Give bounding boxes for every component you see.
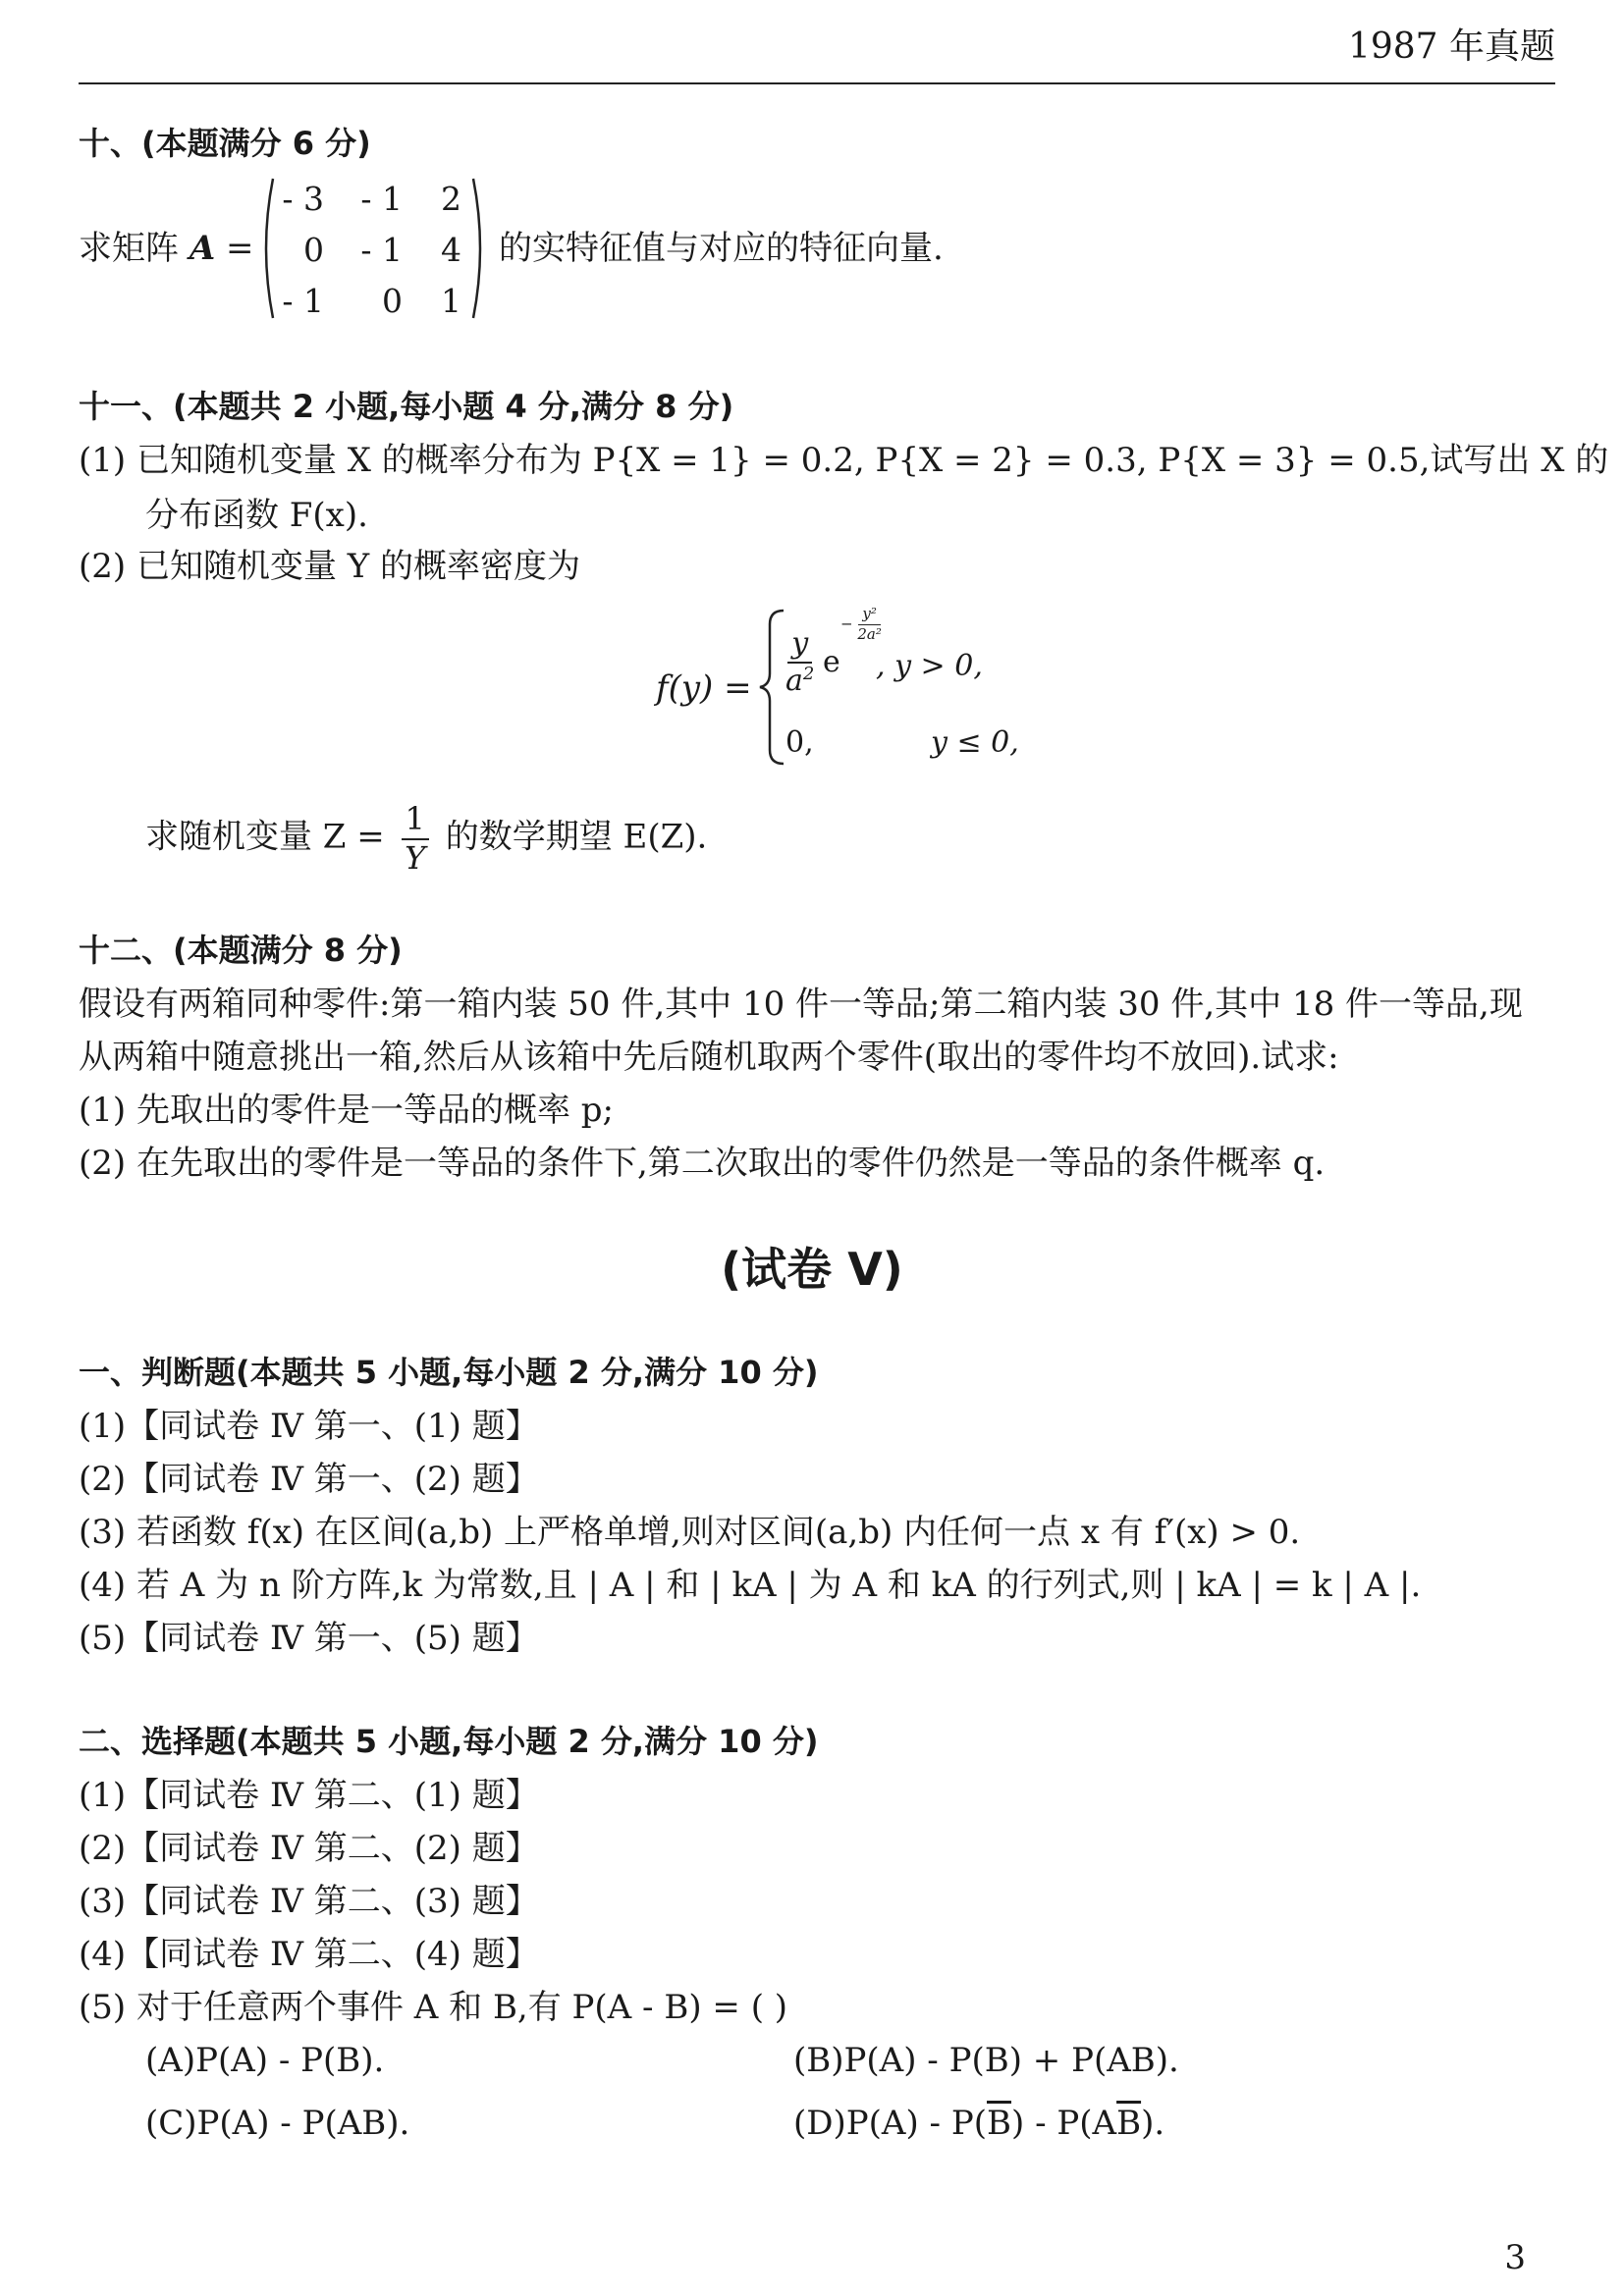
running-header: 1987 年真题 [1347,27,1555,67]
option-B: (B)P(A) - P(B) + P(AB). [793,2041,1179,2080]
q11-p1-line1: (1) 已知随机变量 X 的概率分布为 P{X = 1} = 0.2, P{X = 2} = 0.3, P{X = 3} = 0.5,试写出 X 的 [79,441,1609,480]
part1-item: (4) 若 A 为 n 阶方阵,k 为常数,且 | A | 和 | kA | 为 A 和 kA 的行列式,则 | kA | = k | A |. [79,1566,1422,1605]
ask-den: Y [405,838,426,877]
matrix-cell: 0 [303,231,324,269]
complement-B: $\overline{B}$ [1116,2104,1142,2143]
part1-heading: 一、判断题(本题共 5 小题,每小题 2 分,满分 10 分) [79,1354,819,1391]
part2-item: (3)【同试卷 Ⅳ 第二、(3) 题】 [79,1882,539,1921]
option-C: (C)P(A) - P(AB). [145,2104,410,2143]
matrix-cell: 2 [441,180,461,218]
matrix-cell: - 3 [282,180,324,218]
section-title: (试卷 V) [721,1243,903,1296]
option-D: $(D)P(A) - P(\overline{B}) - P(A\overline{B})$. [793,2104,1165,2143]
exp-base: e [823,645,840,679]
q12-heading: 十二、(本题满分 8 分) [79,932,403,969]
density-exp [823,645,840,679]
q10-heading: 十、(本题满分 6 分) [79,125,371,162]
part2-item: (5) 对于任意两个事件 A 和 B,有 P(A - B) = ( ) [79,1988,788,2027]
density-case2-cond: y ≤ 0, [931,725,1019,760]
piecewise-brace [758,609,787,766]
page-number: 3 [1504,2238,1526,2277]
q10-prefix: 求矩阵 [79,229,189,268]
density-case1 [785,628,814,696]
complement-B: $\overline{B}$ [987,2104,1011,2143]
density-exponent: − $\frac{\text{y²}}{\text{2a²}}$ [840,605,882,643]
q12-line1: 假设有两箱同种零件:第一箱内装 50 件,其中 10 件一等品;第二箱内装 30 件,其中 18 件一等品,现 [79,985,1523,1024]
matrix-cell: 1 [441,282,461,320]
matrix-A [257,175,489,322]
density-case1-cond: , y > 0, [876,649,983,683]
part2-item: (4)【同试卷 Ⅳ 第二、(4) 题】 [79,1935,539,1974]
ask-num: 1 [402,803,429,840]
q10-suffix: 的实特征值与对应的特征向量. [499,229,944,268]
q10-matrix-name: A [189,229,216,268]
part1-item: (5)【同试卷 Ⅳ 第一、(5) 题】 [79,1619,539,1658]
density-numerator: y [787,628,812,664]
part2-item: (2)【同试卷 Ⅳ 第二、(2) 题】 [79,1829,539,1868]
ask-prefix: 求随机变量 Z = [145,817,385,857]
q12-line2: 从两箱中随意挑出一箱,然后从该箱中先后随机取两个零件(取出的零件均不放回).试求: [79,1038,1339,1077]
q11-ask [145,800,708,877]
part1-item: (1)【同试卷 Ⅳ 第一、(1) 题】 [79,1407,539,1446]
density-case2-val: 0, [785,725,814,760]
matrix-cell: - 1 [360,180,403,218]
q11-p2: (2) 已知随机变量 Y 的概率密度为 [79,547,581,586]
matrix-cell: 4 [441,231,461,269]
q10-eq: = [215,229,254,268]
q11-p1-line2: 分布函数 F(x). [145,496,368,535]
ask-suffix: 的数学期望 E(Z). [445,817,708,857]
matrix-cell: - 1 [282,282,324,320]
part2-item: (1)【同试卷 Ⅳ 第二、(1) 题】 [79,1776,539,1815]
q12-line4: (2) 在先取出的零件是一等品的条件下,第二次取出的零件仍然是一等品的条件概率 q. [79,1144,1326,1183]
part2-heading: 二、选择题(本题共 5 小题,每小题 2 分,满分 10 分) [79,1723,819,1760]
part1-item: (3) 若函数 f(x) 在区间(a,b) 上严格单增,则对区间(a,b) 内任何一点 x 有 f′(x) > 0. [79,1513,1301,1552]
q12-line3: (1) 先取出的零件是一等品的概率 p; [79,1091,614,1130]
matrix-cell: - 1 [360,231,403,269]
option-A: (A)P(A) - P(B). [145,2041,385,2080]
part1-item: (2)【同试卷 Ⅳ 第一、(2) 题】 [79,1460,539,1499]
q11-heading: 十一、(本题共 2 小题,每小题 4 分,满分 8 分) [79,388,734,425]
q10-statement [79,229,254,268]
header-rule [79,82,1555,84]
density-lhs: f(y) = [656,668,752,708]
matrix-cell: 0 [382,282,403,320]
density-denominator: $a^2$ [785,663,815,698]
